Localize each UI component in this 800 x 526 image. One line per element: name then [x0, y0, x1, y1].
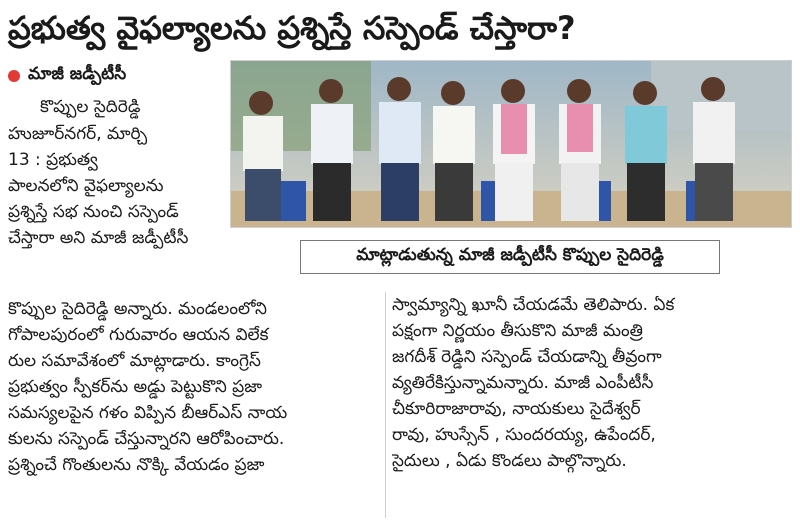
- red-bullet-icon: [8, 70, 20, 82]
- intro-line: చేస్తారా అని మాజీ జడ్పీటీసీ: [8, 228, 189, 248]
- right-column-line: రావు, హుస్సేన్ , సుందరయ్య, ఉపేందర్,: [392, 425, 656, 445]
- right-column-line: సైదులు , ఏడు కొండలు పాల్గొన్నారు.: [392, 451, 627, 471]
- right-column-line: స్వామ్యాన్ని ఖూనీ చేయడమే తెలిపారు. ఏక: [392, 295, 675, 315]
- left-column-line: కొప్పుల సైదిరెడ్డి అన్నారు. మండలంలోని: [8, 299, 267, 319]
- intro-line: హుజూర్‌నగర్, మార్చి: [8, 124, 148, 144]
- intro-line: పాలనలోని వైఫల్యాలను: [8, 176, 164, 196]
- left-column-line: గోపాలపురంలో గురువారం ఆయన విలేక: [8, 325, 269, 345]
- left-column-line: సమస్యలపైన గళం విప్పిన బీఆర్ఎస్ నాయ: [8, 403, 288, 423]
- intro-line: ప్రశ్నిస్తే సభ నుంచి సస్పెండ్: [8, 202, 179, 222]
- left-column-line: కులను సస్పెండ్ చేస్తున్నారని ఆరోపించారు.: [8, 429, 285, 449]
- kicker: [8, 64, 126, 88]
- intro-line: 13 : ప్రభుత్వ: [8, 150, 98, 170]
- headline: ప్రభుత్వ వైఫల్యాలను ప్రశ్నిస్తే సస్పెండ్ చేస్తారా?: [8, 9, 576, 47]
- left-column-line: ప్రభుత్వం స్పీకర్‌ను అడ్డు పెట్టుకొని ప్రజా: [8, 377, 263, 397]
- photo-caption: మాట్లాడుతున్న మాజీ జడ్పీటీసీ కొప్పుల సైదిరెడ్డి: [300, 240, 720, 274]
- right-column-line: పక్షంగా నిర్ణయం తీసుకొని మాజీ మంత్రి: [392, 321, 643, 341]
- author-line: కొప్పుల సైదిరెడ్డి: [40, 97, 141, 117]
- column-divider: [385, 292, 386, 518]
- right-column-line: జగదీశ్ రెడ్డిని సస్పెండ్ చేయడాన్ని తీవ్రంగా: [392, 347, 662, 367]
- kicker-text: మాజీ జడ్పీటీసీ: [28, 64, 127, 84]
- left-column-line: ప్రశ్నించే గొంతులను నొక్కి వేయడం ప్రజా: [8, 455, 265, 475]
- right-column-line: చీకూరిరాజారావు, నాయకులు సైదేశ్వర్: [392, 399, 641, 419]
- news-photo: [230, 60, 792, 228]
- left-column-line: రుల సమావేశంలో మాట్లాడారు. కాంగ్రెస్: [8, 351, 261, 371]
- right-column-line: వ్యతిరేకిస్తున్నామన్నారు. మాజీ ఎంపీటీసీ: [392, 373, 654, 393]
